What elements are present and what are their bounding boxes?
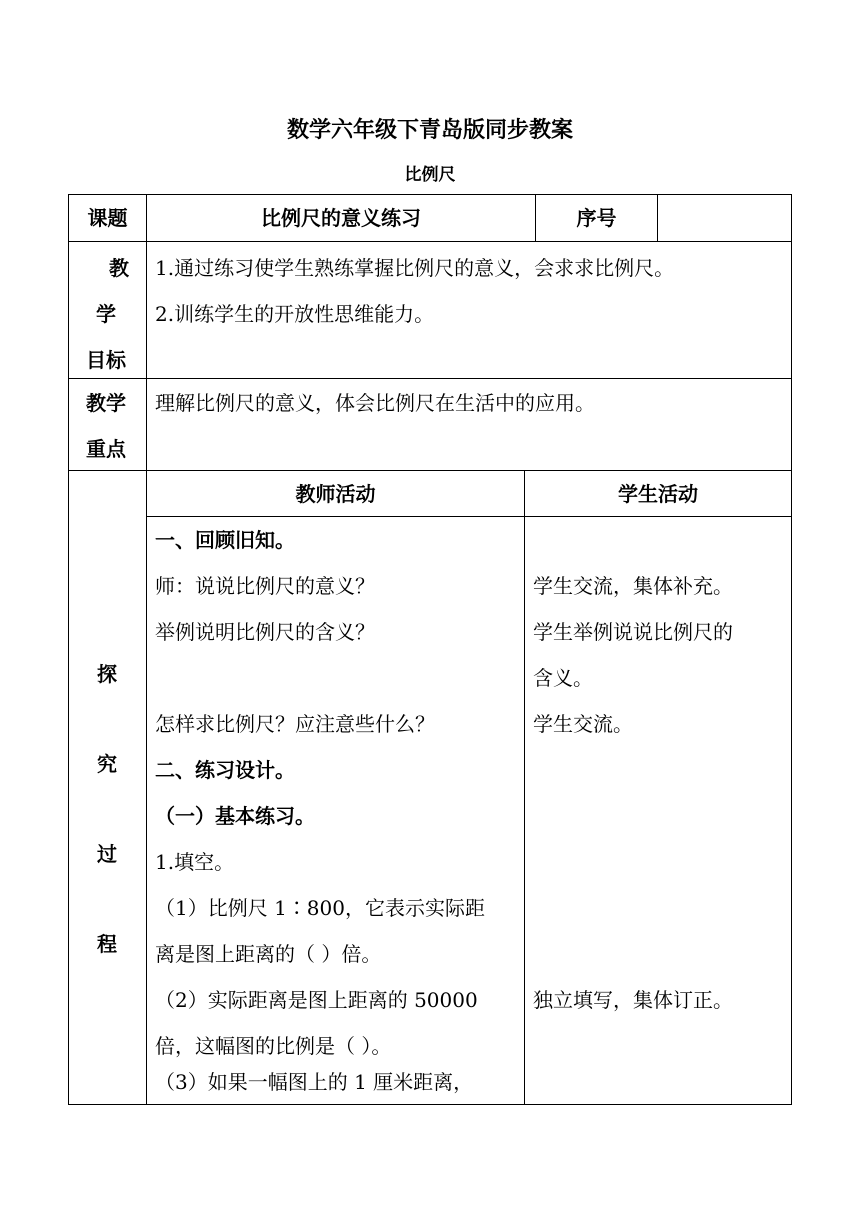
teacher-line: 一、回顾旧知。 xyxy=(155,528,295,552)
process-label-4: 程 xyxy=(97,932,117,956)
teacher-line: 离是图上距离的（ ）倍。 xyxy=(155,942,382,966)
document-subtitle: 比例尺 xyxy=(404,165,456,185)
keypoints-text: 理解比例尺的意义，体会比例尺在生活中的应用。 xyxy=(155,391,595,415)
row-divider xyxy=(69,378,791,379)
student-activity-header: 学生活动 xyxy=(618,482,698,506)
sequence-label: 序号 xyxy=(576,206,617,230)
column-divider xyxy=(146,195,147,1104)
process-label-3: 过 xyxy=(97,842,117,866)
teacher-line: 怎样求比例尺？应注意些什么？ xyxy=(155,712,435,736)
row-divider xyxy=(69,241,791,242)
process-label-2: 究 xyxy=(97,752,117,776)
teacher-line: （1）比例尺 1∶800，它表示实际距 xyxy=(155,896,485,920)
topic-value: 比例尺的意义练习 xyxy=(261,206,421,230)
goal-item-2: 2.训练学生的开放性思维能力。 xyxy=(155,302,435,326)
column-divider xyxy=(524,470,525,1104)
student-line: 独立填写，集体订正。 xyxy=(533,988,733,1012)
topic-label: 课题 xyxy=(87,206,128,230)
document-title: 数学六年级下青岛版同步教案 xyxy=(286,118,573,143)
teacher-line: 二、练习设计。 xyxy=(155,758,295,782)
keypoints-label-2: 重点 xyxy=(86,437,126,461)
student-line: 学生交流，集体补充。 xyxy=(533,574,733,598)
student-line: 学生举例说说比例尺的 xyxy=(533,620,733,644)
teacher-line: 倍，这幅图的比例是（ ）。 xyxy=(155,1034,392,1058)
teacher-activity-header: 教师活动 xyxy=(295,482,376,506)
teacher-line: 举例说明比例尺的含义？ xyxy=(155,620,375,644)
student-line: 含义。 xyxy=(533,666,593,690)
teacher-line: 1.填空。 xyxy=(155,850,235,874)
column-divider xyxy=(657,195,658,241)
goal-item-1: 1.通过练习使学生熟练掌握比例尺的意义，会求求比例尺。 xyxy=(155,256,675,280)
lesson-plan-table xyxy=(68,194,792,1105)
teacher-line: （2）实际距离是图上距离的 50000 xyxy=(155,988,478,1012)
goals-label-2: 学 xyxy=(96,302,116,326)
keypoints-label-1: 教学 xyxy=(86,391,126,415)
teacher-line: （3）如果一幅图上的 1 厘米距离， xyxy=(155,1070,474,1094)
teacher-line: （一）基本练习。 xyxy=(155,804,315,828)
student-line: 学生交流。 xyxy=(533,712,633,736)
goals-label-3: 目标 xyxy=(86,348,126,372)
process-label-1: 探 xyxy=(97,662,117,686)
goals-label-1: 教 xyxy=(109,256,129,280)
teacher-line: 师：说说比例尺的意义？ xyxy=(155,574,375,598)
